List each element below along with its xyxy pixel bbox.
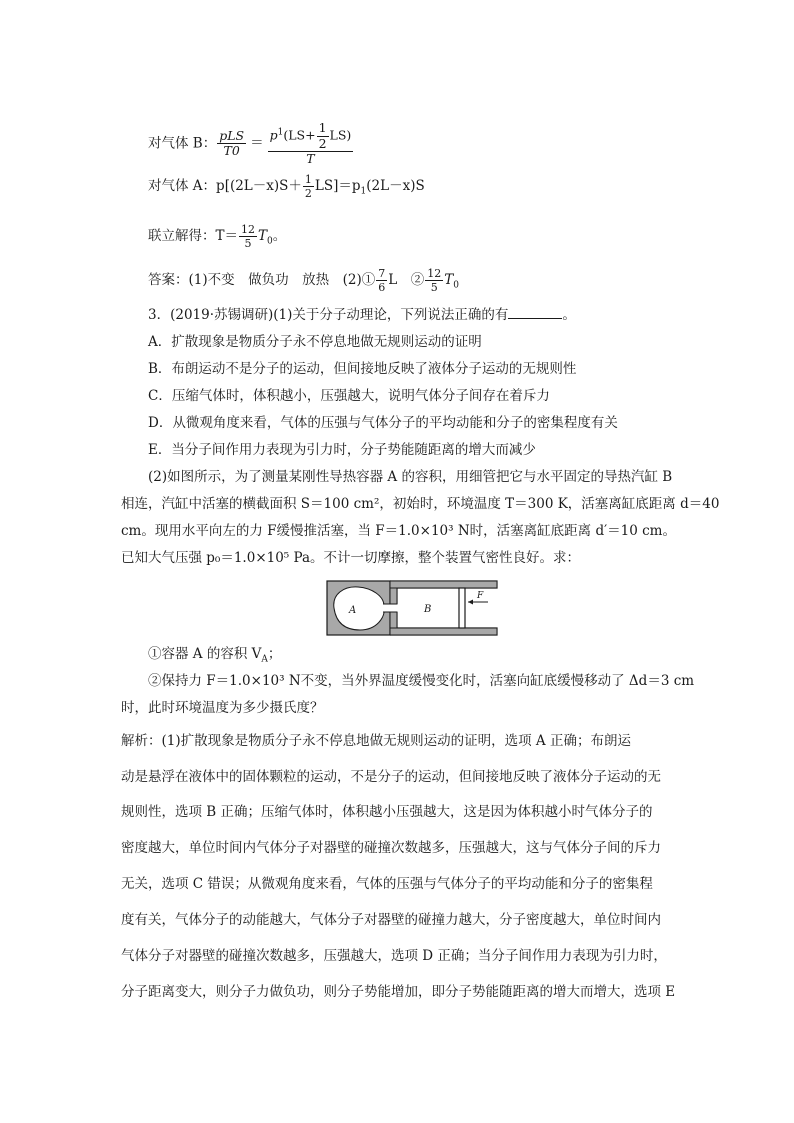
solve-prefix: 联立解得：T＝	[148, 228, 239, 244]
sub-question-2-line-1: ②保持力 F＝1.0×10³ N不变，当外界温度缓慢变化时，活塞向缸底缓慢移动了 Δd＝3 cm	[148, 673, 695, 689]
sub-question-2-line-2: 时，此时环境温度为多少摄氏度？	[121, 700, 324, 716]
answer-f2-num: 12	[427, 267, 442, 280]
answer-f2-den: 5	[430, 281, 438, 294]
analysis-line-2: 动是悬浮在液体中的固体颗粒的运动，不是分子的运动，但间接地反映了液体分子运动的无	[121, 769, 661, 785]
analysis-line-3: 规则性，选项 B 正确；压缩气体时，体积越小压强越大，这是因为体积越小时气体分子的	[121, 804, 653, 820]
eq-b-rhs-sup: 1	[277, 127, 284, 138]
option-a: A．扩散现象是物质分子永不停息地做无规则运动的证明	[148, 334, 482, 350]
eq-a-sub: 1	[360, 186, 367, 197]
solve-fraction	[239, 224, 257, 249]
equation-solve	[148, 224, 286, 251]
question-3-head	[148, 306, 576, 324]
eq-b-lhs-fraction	[217, 127, 246, 159]
eq-b-half-num: 1	[318, 120, 327, 135]
eq-b-inner-half	[317, 122, 329, 150]
q3-tail: 。	[562, 307, 576, 323]
option-d: D．从微观角度来看，气体的压强与气体分子的平均动能和分子的密集程度有关	[148, 415, 618, 431]
option-e: E．当分子间作用力表现为引力时，分子势能随距离的增大而减少	[148, 442, 536, 458]
answer-line	[148, 268, 459, 295]
answer-f1-den: 6	[378, 281, 386, 294]
answer-sub: 0	[453, 280, 459, 291]
answer-mid: L ②	[388, 272, 425, 288]
eq-b-rhs-p: p	[269, 127, 278, 143]
analysis-line-6: 度有关，气体分子的动能越大，气体分子对器壁的碰撞力越大，分子密度越大，单位时间内	[121, 912, 661, 928]
sub-question-1	[148, 645, 281, 669]
eq-b-lhs-num: pLS	[219, 127, 245, 143]
answer-fraction-2	[425, 268, 443, 293]
eq-a-body-3: (2L－x)S	[366, 178, 425, 194]
part2-line-1: (2)如图所示，为了测量某刚性导热容器 A 的容积，用细管把它与水平固定的导热汽缸 B	[148, 469, 673, 485]
option-b: B．布朗运动不是分子的运动，但间接地反映了液体分子运动的无规则性	[148, 361, 577, 377]
option-c: C．压缩气体时，体积越小，压强越大，说明气体分子间存在着斥力	[148, 388, 550, 404]
solve-end: 。	[272, 228, 287, 244]
eq-a-body-2: LS]＝p	[314, 178, 361, 194]
equation-gas-a	[148, 174, 425, 201]
eq-b-half-den: 2	[318, 135, 327, 151]
eq-b-rhs-den: T	[306, 151, 315, 166]
eq-a-half-den: 2	[304, 187, 312, 200]
q3-head-text: 3．(2019·苏锡调研)(1)关于分子动理论，下列说法正确的有	[148, 307, 509, 323]
solve-frac-den: 5	[244, 237, 252, 250]
answer-prefix: 答案：(1)不变 做负功 放热 (2)①	[148, 272, 376, 288]
solve-frac-num: 12	[241, 223, 256, 236]
label-f: F	[477, 591, 484, 601]
part2-line-3: cm。现用水平向左的力 F缓慢推活塞，当 F＝1.0×10³ N时，活塞离缸底距离 d′＝10 cm。	[121, 523, 676, 539]
label-b: B	[424, 604, 432, 615]
sub1-text: ①容器 A 的容积 V	[148, 646, 262, 662]
eq-a-half	[303, 174, 314, 199]
analysis-line-5: 无关，选项 C 错误；从微观角度来看，气体的压强与气体分子的平均动能和分子的密集程	[121, 876, 653, 892]
sub1-end: ；	[267, 646, 282, 662]
answer-fraction-1	[376, 268, 387, 293]
label-a: A	[349, 605, 357, 616]
eq-a-body-1: [(2L－x)S＋	[224, 178, 302, 194]
analysis-line-4: 密度越大，单位时间内气体分子对器壁的碰撞次数越多，压强越大，这与气体分子间的斥力	[121, 840, 661, 856]
eq-a-prefix: 对气体 A：p	[148, 178, 225, 194]
eq-a-half-num: 1	[304, 173, 312, 186]
answer-f1-num: 7	[378, 267, 386, 280]
piston	[459, 588, 465, 628]
eq-b-lhs-den: T0	[223, 143, 240, 159]
eq-b-rhs-f: LS)	[329, 127, 352, 143]
equation-gas-b: 对气体 B： $\frac{\text{pLS}}{T0}$ ＝ $p^1(LS+$ $\frac{1}{2}$ LS) T	[148, 120, 352, 166]
eq-b-rhs-fraction	[268, 122, 354, 166]
part2-line-4: 已知大气压强 p₀＝1.0×10⁵ Pa。不计一切摩擦，整个装置气密性良好。求：	[121, 550, 581, 566]
analysis-line-7: 气体分子对器壁的碰撞次数越多，压强越大，选项 D 正确；当分子间作用力表现为引力时，	[121, 948, 667, 964]
part2-line-2: 相连，汽缸中活塞的横截面积 S＝100 cm²，初始时，环境温度 T＝300 K，活塞离缸底距离 d＝40	[121, 496, 720, 512]
eq-b-rhs-c: (LS+	[283, 127, 316, 143]
analysis-line-8: 分子距离变大，则分子力做负功，则分子势能增加，即分子势能随距离的增大而增大，选项 E	[121, 984, 676, 1000]
sub1-subscript: A	[261, 654, 268, 665]
answer-blank	[508, 306, 562, 319]
analysis-line-1: 解析：(1)扩散现象是物质分子永不停息地做无规则运动的证明，选项 A 正确；布朗运	[121, 733, 631, 749]
apparatus-figure	[326, 580, 498, 636]
answer-end: T	[444, 272, 454, 288]
solve-suffix: T	[258, 228, 268, 244]
eq-b-prefix: 对气体 B：	[148, 135, 217, 152]
solve-sub: 0	[267, 236, 273, 247]
